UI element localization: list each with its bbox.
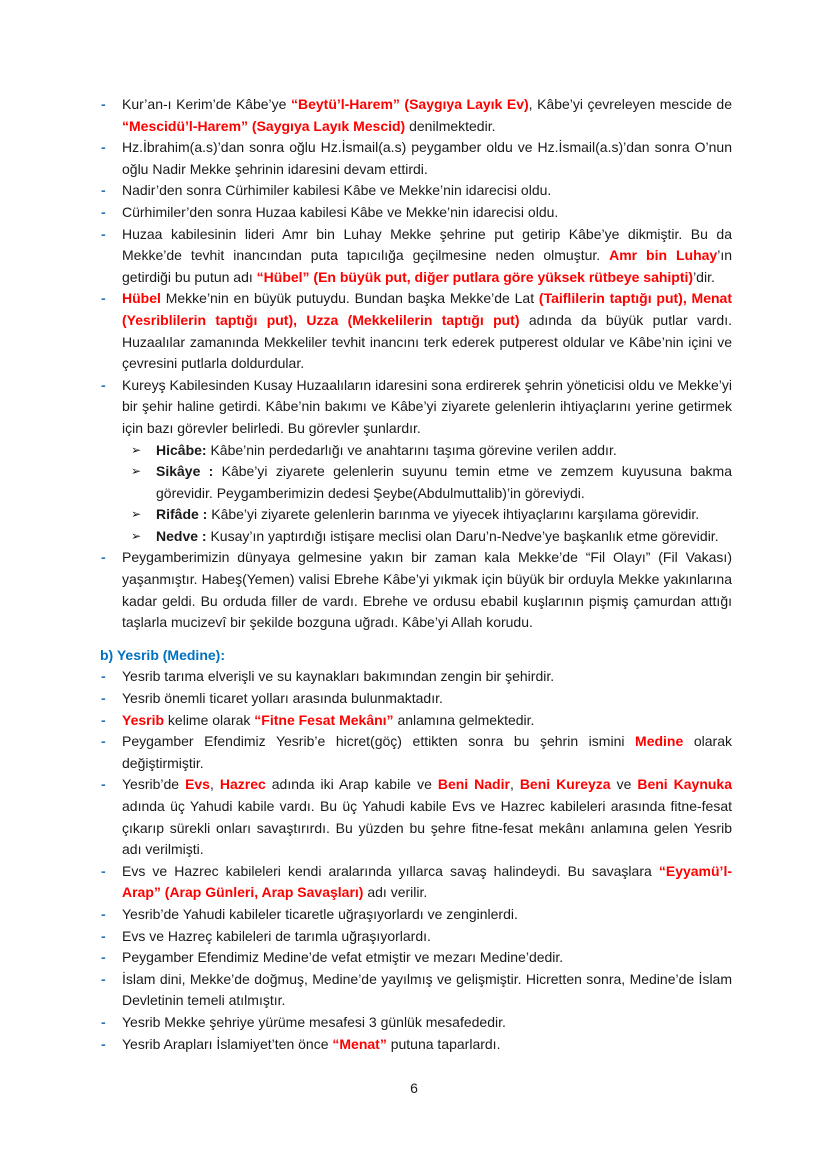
text-run: , bbox=[509, 776, 520, 793]
text-run-group bbox=[122, 690, 443, 706]
list-item bbox=[100, 137, 732, 180]
text-run: Medine bbox=[635, 733, 684, 750]
text-run: , bbox=[209, 776, 220, 793]
text-run: adında üç Yahudi kabile vardı. Bu üç Yahudi kabile Evs ve Hazrec kabileleri arasında fitne-fesat çıkarıp sürekli onları savaştırırdı. Bu yüzden bu şehre fitne-fesat mekânı anlamına gelen Yesrib adı verilmişti. bbox=[122, 798, 732, 858]
text-run: İslam dini, Mekke’de doğmuş, Medine’de yayılmış ve gelişmiştir. Hicretten sonra, Medine’de İslam Devletinin temeli atılmıştır. bbox=[122, 970, 732, 1009]
arrow-bullet-icon: ➢ bbox=[131, 528, 142, 543]
text-run-group bbox=[122, 377, 732, 436]
text-run: adı verilir. bbox=[363, 884, 428, 901]
text-run: Peygamberimizin dünyaya gelmesine yakın bir zaman kala Mekke’de “Fil Olayı” (Fil Vakası) yaşanmıştır. Habeş(Yemen) valisi Ebrehe Kâbe’yi yıkmak için büyük bir orduyla Mekke yakınlarına kadar geldi. Bu orduda filler de vardı. Ebrehe ve ordusu ebabil kuşlarının pişmiş çamurdan attığı taşlarla mucizevî bir şekilde bozguna uğradı. Kâbe’yi Allah korudu. bbox=[122, 549, 732, 631]
text-run: Hübel bbox=[122, 290, 161, 307]
text-run: Beni Nadir bbox=[437, 776, 510, 793]
dash-bullet-icon: - bbox=[101, 927, 106, 944]
text-run-group bbox=[122, 96, 732, 134]
list-item bbox=[100, 731, 732, 774]
list-item bbox=[100, 947, 732, 969]
list-item bbox=[100, 1034, 732, 1056]
dash-bullet-icon: - bbox=[101, 733, 106, 750]
dash-bullet-icon: - bbox=[101, 1013, 106, 1030]
text-run: Evs bbox=[185, 776, 210, 793]
text-run-group bbox=[122, 139, 732, 177]
dash-bullet-icon: - bbox=[101, 182, 106, 199]
text-run: Evs ve Hazreç kabileleri de tarımla uğraşıyorlardı. bbox=[122, 927, 431, 944]
text-run-group bbox=[122, 949, 563, 965]
text-run: Hazrec bbox=[219, 776, 266, 793]
arrow-bullet-icon: ➢ bbox=[131, 442, 142, 457]
text-run: ’dir. bbox=[693, 268, 715, 285]
dash-bullet-icon: - bbox=[101, 776, 106, 793]
text-run: Sikâye : bbox=[156, 463, 214, 480]
text-run: Kusay’ın yaptırdığı istişare meclisi olan Daru’n-Nedve’ye başkanlık etme görevidir. bbox=[206, 527, 719, 544]
text-run: (Taiflilerin taptığı put), Menat (Yesriblilerin taptığı put), Uzza (Mekkelilerin taptığı put) bbox=[122, 290, 732, 328]
text-run: kelime olarak bbox=[164, 711, 255, 728]
list-item bbox=[100, 94, 732, 137]
text-run: Peygamber Efendimiz Medine’de vefat etmiştir ve mezarı Medine’dedir. bbox=[122, 949, 564, 966]
sub-list-item bbox=[100, 440, 732, 462]
text-run: ’ın getirdiği bu putun adı bbox=[122, 247, 732, 285]
list-item bbox=[100, 969, 732, 1012]
text-run-group bbox=[122, 668, 554, 684]
text-run: Kâbe’yi ziyarete gelenlerin barınma ve yiyecek ihtiyaçlarını karşılama görevidir. bbox=[207, 506, 700, 523]
text-run: Kur’an-ı Kerim’de Kâbe’ye bbox=[122, 96, 291, 112]
dash-bullet-icon: - bbox=[101, 711, 106, 728]
text-run-group bbox=[122, 776, 732, 857]
sub-list-item bbox=[100, 461, 732, 504]
dash-bullet-icon: - bbox=[101, 949, 106, 966]
text-run: Amr bin Luhay bbox=[609, 247, 718, 264]
text-run-group bbox=[122, 549, 732, 630]
text-run: olarak değiştirmiştir. bbox=[122, 733, 732, 771]
text-run-group bbox=[122, 226, 732, 285]
dash-bullet-icon: - bbox=[101, 862, 106, 879]
text-run-group bbox=[122, 1014, 506, 1030]
dash-bullet-icon: - bbox=[101, 549, 106, 566]
page-number: 6 bbox=[410, 1080, 418, 1096]
text-run: , Kâbe’yi çevreleyen mescide de bbox=[528, 96, 732, 112]
text-run: denilmektedir. bbox=[405, 117, 496, 134]
section-heading bbox=[100, 645, 732, 667]
list-item bbox=[100, 904, 732, 926]
text-run-group bbox=[122, 906, 518, 922]
list-item bbox=[100, 710, 732, 732]
dash-bullet-icon: - bbox=[101, 203, 106, 220]
text-run: Kâbe’yi ziyarete gelenlerin suyunu temin etme ve zemzem kuyusuna bakma görevidir. Peygamberimizin dedesi Şeybe(Abdulmuttalib)’in göreviydi. bbox=[156, 463, 732, 501]
text-run: Peygamber Efendimiz Yesrib’e hicret(göç) ettikten sonra bu şehrin ismini bbox=[122, 733, 636, 750]
text-run: Kâbe’nin perdedarlığı ve anahtarını taşıma görevine verilen addır. bbox=[206, 441, 617, 458]
list-item bbox=[100, 288, 732, 374]
text-run: Cürhimiler’den sonra Huzaa kabilesi Kâbe ve Mekke’nin idarecisi oldu. bbox=[122, 203, 559, 220]
dash-bullet-icon: - bbox=[101, 290, 106, 307]
text-run: Yesrib tarıma elverişli ve su kaynakları bakımından zengin bir şehirdir. bbox=[122, 668, 555, 685]
sub-list-item bbox=[100, 504, 732, 526]
text-run: Huzaa kabilesinin lideri Amr bin Luhay Mekke şehrine put getirip Kâbe’ye dikmiştir. Bu da Mekke’de tevhit inancından puta tapıcılığa geçilmesine neden olmuştur. bbox=[122, 225, 732, 264]
text-run: Nedve : bbox=[156, 527, 207, 544]
text-run: Hicâbe: bbox=[156, 441, 207, 458]
text-run-group bbox=[156, 506, 699, 522]
text-run: Mekke’nin en büyük putuydu. Bundan başka Mekke’de Lat bbox=[160, 290, 539, 307]
text-run-group bbox=[122, 733, 732, 771]
text-run: “Hübel” (En büyük put, diğer putlara göre yüksek rütbeye sahipti) bbox=[256, 268, 694, 285]
text-run-group bbox=[122, 1036, 500, 1052]
text-run: ve bbox=[610, 776, 638, 793]
dash-bullet-icon: - bbox=[101, 690, 106, 707]
text-run: “Fitne Fesat Mekânı” bbox=[254, 711, 394, 728]
dash-bullet-icon: - bbox=[101, 225, 106, 242]
text-run: Hz.İbrahim(a.s)’dan sonra oğlu Hz.İsmail(a.s) peygamber oldu ve Hz.İsmail(a.s)’dan sonra O’nun oğlu Nadir Mekke şehrinin idaresini devam ettirdi. bbox=[122, 139, 732, 177]
list-item bbox=[100, 1012, 732, 1034]
text-run: adında da büyük putlar vardı. Huzaalılar zamanında Mekkeliler tevhit inancını terk ederek putperest oldular ve Kâbe’nin içini ve çevresini putlarla doldurdular. bbox=[122, 311, 732, 372]
text-run-group bbox=[122, 712, 534, 728]
text-run: Kureyş Kabilesinden Kusay Huzaalıların idaresini sona erdirerek şehrin yöneticisi oldu ve Mekke’yi bir şehir haline getirdi. Kâbe’nin bakımı ve Kâbe’yi ziyarete gelenlerin ihtiyaçlarını yerine getirmek için bazı görevler belirledi. Bu görevler şunlardır. bbox=[122, 376, 732, 436]
text-run-group bbox=[100, 647, 225, 663]
text-run: Yesrib önemli ticaret yolları arasında bulunmaktadır. bbox=[122, 690, 443, 707]
arrow-bullet-icon: ➢ bbox=[131, 464, 142, 479]
dash-bullet-icon: - bbox=[101, 668, 106, 685]
list-item bbox=[100, 375, 732, 440]
text-run-group bbox=[122, 863, 732, 901]
text-run: “Mescidü’l-Harem” (Saygıya Layık Mescid) bbox=[122, 117, 406, 134]
list-item bbox=[100, 202, 732, 224]
dash-bullet-icon: - bbox=[101, 96, 106, 112]
text-run: Yesrib’de Yahudi kabileler ticaretle uğraşıyorlardı ve zenginlerdi. bbox=[122, 905, 518, 922]
sub-list-item bbox=[100, 526, 732, 548]
text-run: adında iki Arap kabile ve bbox=[265, 776, 438, 793]
text-run-group bbox=[122, 204, 558, 220]
text-run: anlamına gelmektedir. bbox=[393, 711, 535, 728]
list-item bbox=[100, 926, 732, 948]
text-run: Yesrib Arapları İslamiyet’ten önce bbox=[122, 1035, 333, 1052]
text-run: Nadir’den sonra Cürhimiler kabilesi Kâbe ve Mekke’nin idarecisi oldu. bbox=[122, 182, 552, 199]
text-run: “Eyyamü’l-Arap” (Arap Günleri, Arap Savaşları) bbox=[122, 862, 732, 901]
arrow-bullet-icon: ➢ bbox=[131, 507, 142, 522]
text-run-group bbox=[156, 463, 732, 501]
text-run: Beni Kaynuka bbox=[637, 776, 732, 793]
list-item bbox=[100, 224, 732, 289]
text-run: Rifâde : bbox=[156, 506, 208, 523]
text-run: “Beytü’l-Harem” (Saygıya Layık Ev) bbox=[290, 96, 529, 112]
dash-bullet-icon: - bbox=[101, 905, 106, 922]
text-run-group bbox=[156, 442, 617, 458]
text-run: b) Yesrib (Medine): bbox=[100, 646, 225, 663]
text-run: Yesrib’de bbox=[122, 776, 186, 793]
dash-bullet-icon: - bbox=[101, 970, 106, 987]
text-run: Evs ve Hazrec kabileleri kendi aralarında yıllarca savaş halindeydi. Bu savaşlara bbox=[122, 862, 659, 879]
text-run: “Menat” bbox=[332, 1035, 387, 1052]
text-run: Beni Kureyza bbox=[519, 776, 611, 793]
list-item bbox=[100, 861, 732, 904]
list-item bbox=[100, 666, 732, 688]
list-item bbox=[100, 547, 732, 633]
list-item bbox=[100, 774, 732, 860]
dash-bullet-icon: - bbox=[101, 376, 106, 393]
text-run-group bbox=[156, 528, 719, 544]
dash-bullet-icon: - bbox=[101, 1035, 106, 1052]
list-item bbox=[100, 688, 732, 710]
text-run-group bbox=[122, 290, 732, 371]
text-run-group bbox=[122, 928, 431, 944]
document-body bbox=[100, 94, 732, 1055]
text-run: putuna taparlardı. bbox=[386, 1035, 501, 1052]
text-run-group bbox=[122, 182, 551, 198]
dash-bullet-icon: - bbox=[101, 139, 106, 156]
list-item bbox=[100, 180, 732, 202]
text-run: Yesrib bbox=[122, 711, 165, 728]
text-run: Yesrib Mekke şehriye yürüme mesafesi 3 günlük mesafededir. bbox=[122, 1013, 506, 1030]
text-run-group bbox=[122, 971, 732, 1009]
